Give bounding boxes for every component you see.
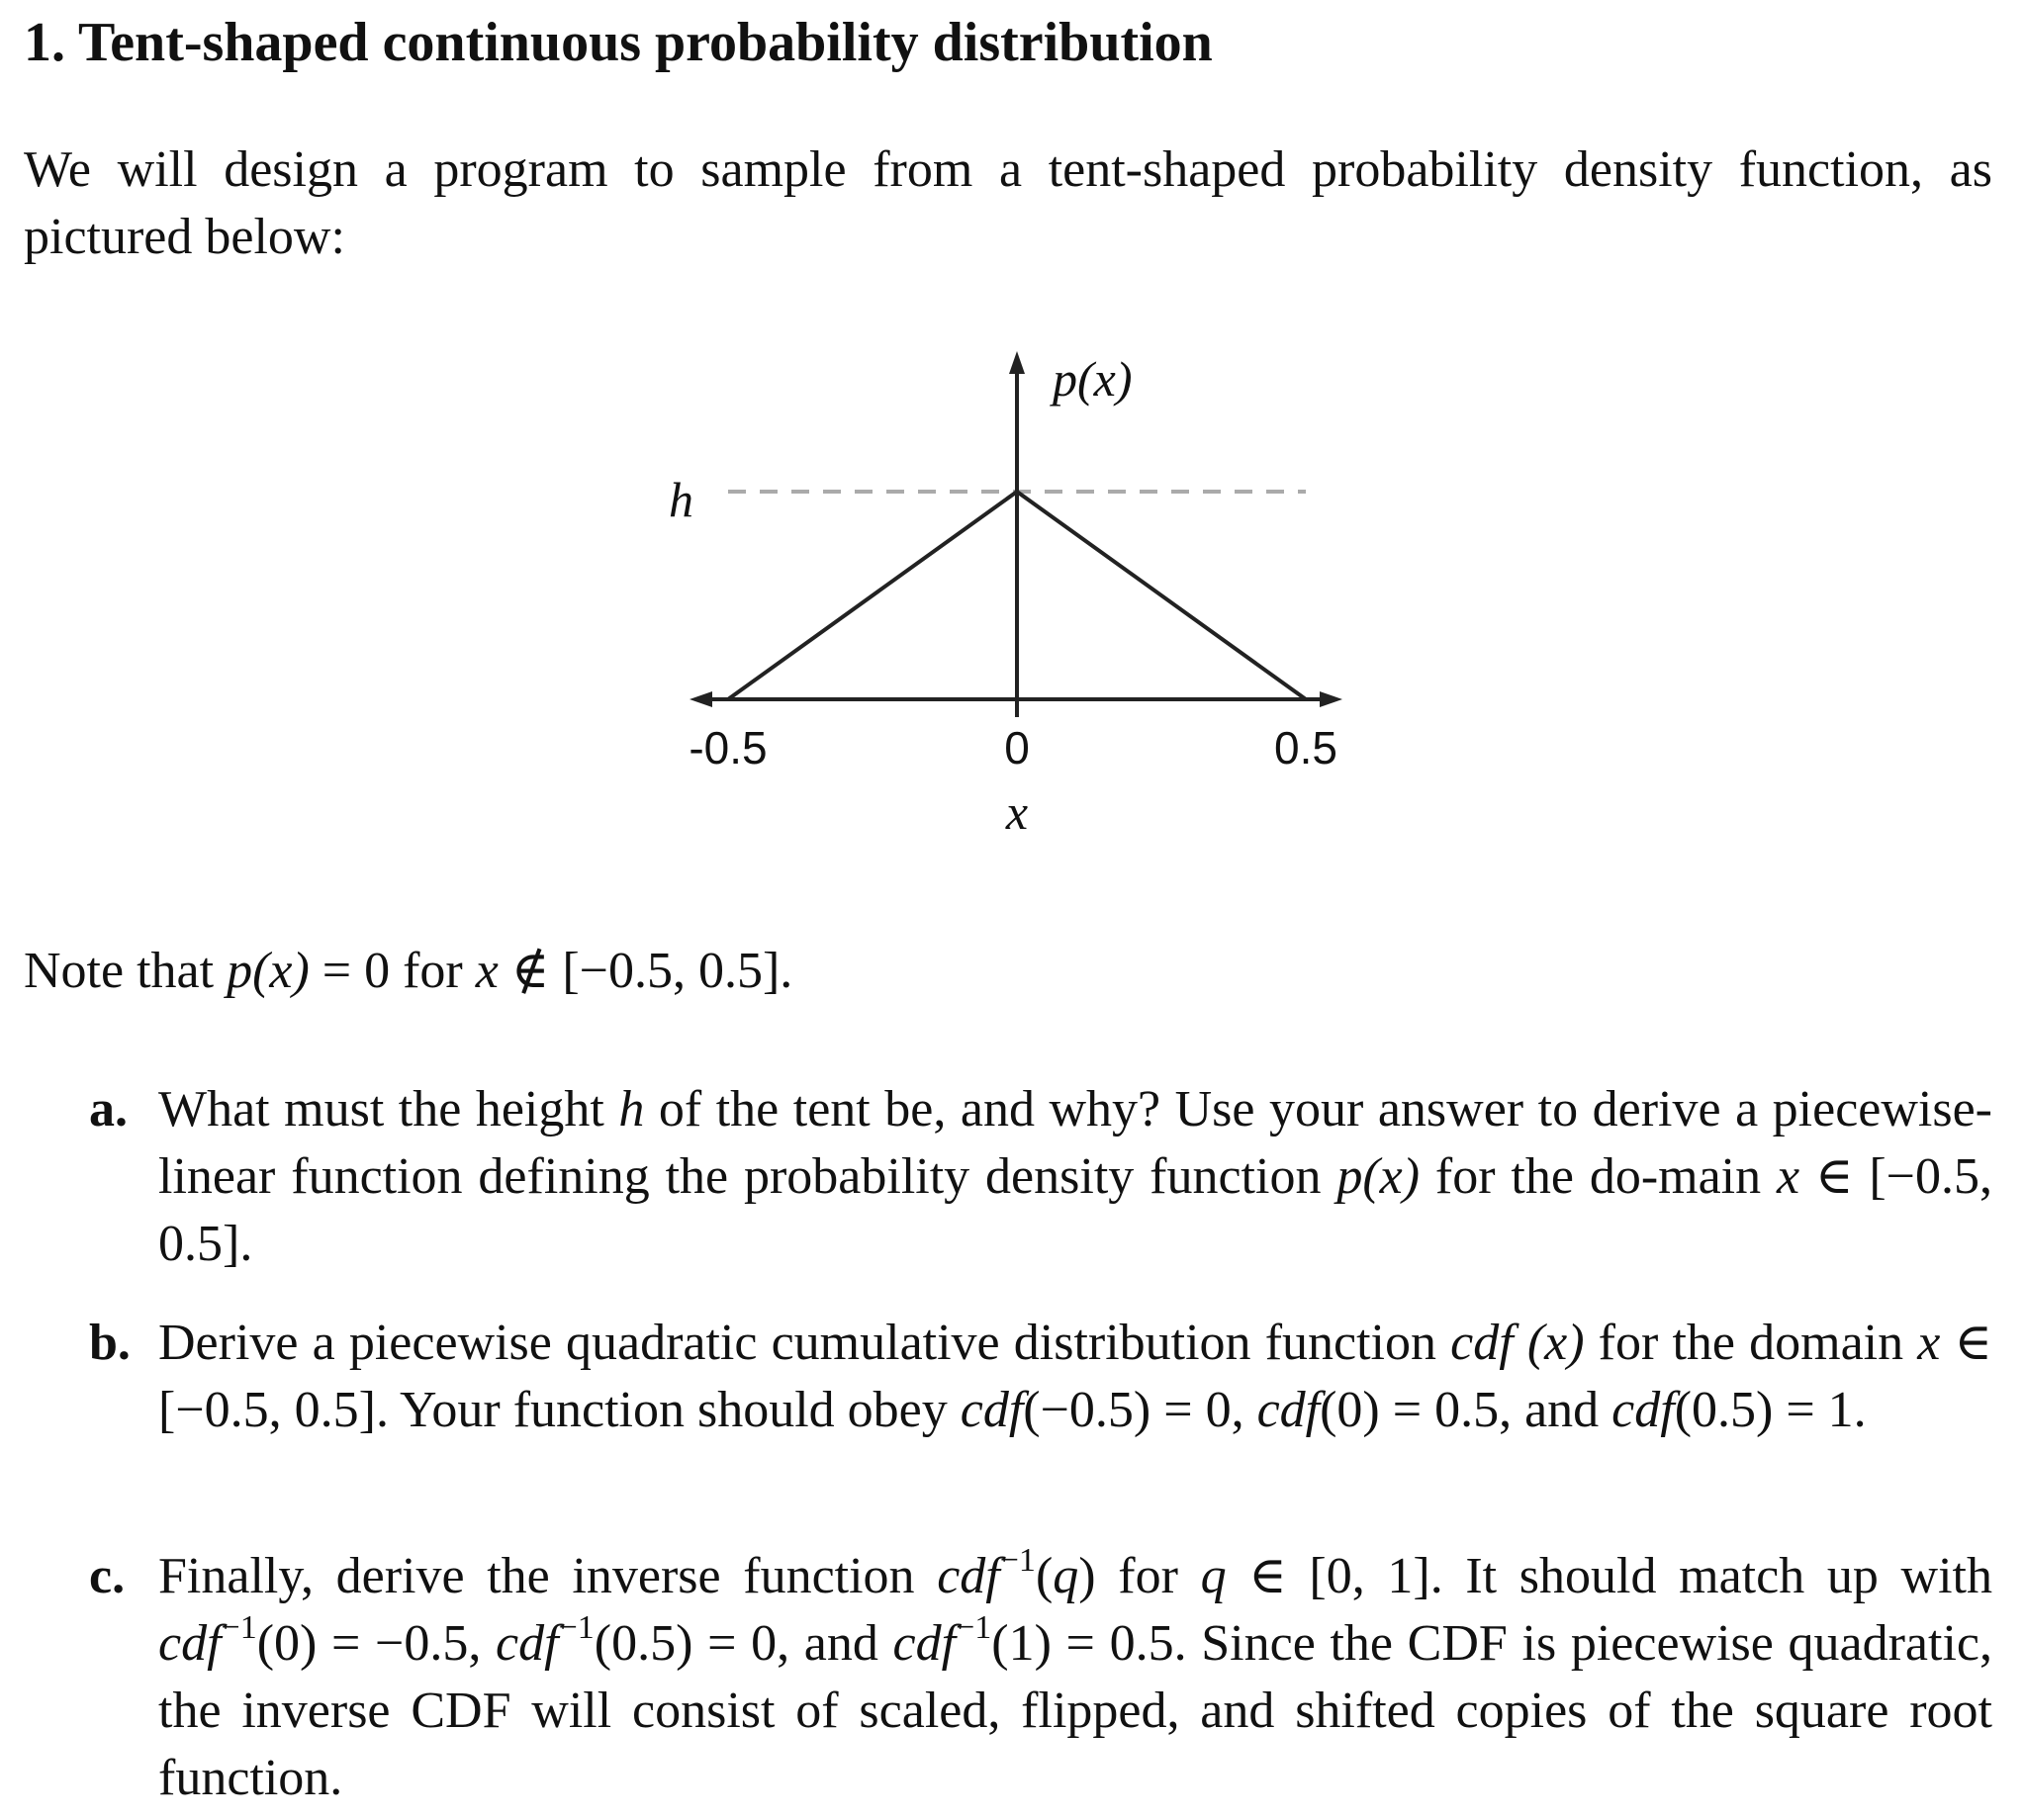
peak-height-label: h xyxy=(669,472,693,527)
question-a-label: a. xyxy=(89,1081,128,1138)
tent-pdf-figure xyxy=(0,0,2024,890)
question-b-label: b. xyxy=(89,1315,131,1371)
x-tick-label-neg: -0.5 xyxy=(689,722,768,774)
note-px: p(x) xyxy=(227,943,310,999)
note-x: x xyxy=(475,943,499,999)
x-tick-label-zero: 0 xyxy=(1004,722,1030,774)
note-paragraph xyxy=(24,938,792,1005)
question-c-text: Finally, derive the inverse function cdf$^{-1}$(q) for q ∈ [0, 1]. It should match up with cdf$^{-1}$(0) = −0.5, cdf$^{-1}$(0.5) = 0, and cdf$^{-1}$(1) = 0.5. Since the CDF is piecewise quadratic, the inverse CDF will consist of scaled, flipped, and shifted copies of the square root function. xyxy=(158,1542,1992,1806)
note-cond: ∉ [−0.5, 0.5]. xyxy=(498,943,793,999)
note-mid: = 0 for xyxy=(309,943,476,999)
y-axis-label: p(x) xyxy=(1053,351,1133,407)
x-tick-label-pos: 0.5 xyxy=(1274,722,1337,774)
y-axis-arrow xyxy=(1009,351,1025,374)
x-axis-left-arrow xyxy=(690,691,712,707)
question-b-text: Derive a piecewise quadratic cumulative distribution function cdf (x) for the domain x ∈ [−0.5, 0.5]. Your function should obey cdf(−0.5) = 0, cdf(0) = 0.5, and cdf(0.5) = 1. xyxy=(158,1315,1992,1438)
problem-title: 1. Tent-shaped continuous probability distribution xyxy=(24,12,1213,73)
x-axis-right-arrow xyxy=(1320,691,1342,707)
question-c-label: c. xyxy=(89,1548,126,1604)
intro-paragraph: We will design a program to sample from a tent-shaped probability density function, as pictured below: xyxy=(24,141,1992,265)
note-prefix: Note that xyxy=(24,943,228,999)
x-axis-label: x xyxy=(1005,784,1029,840)
question-a-text: What must the height h of the tent be, and why? Use your answer to derive a piecewise-linear function defining the probability density function p(x) for the do-main x ∈ [−0.5, 0.5]. xyxy=(158,1081,1993,1272)
